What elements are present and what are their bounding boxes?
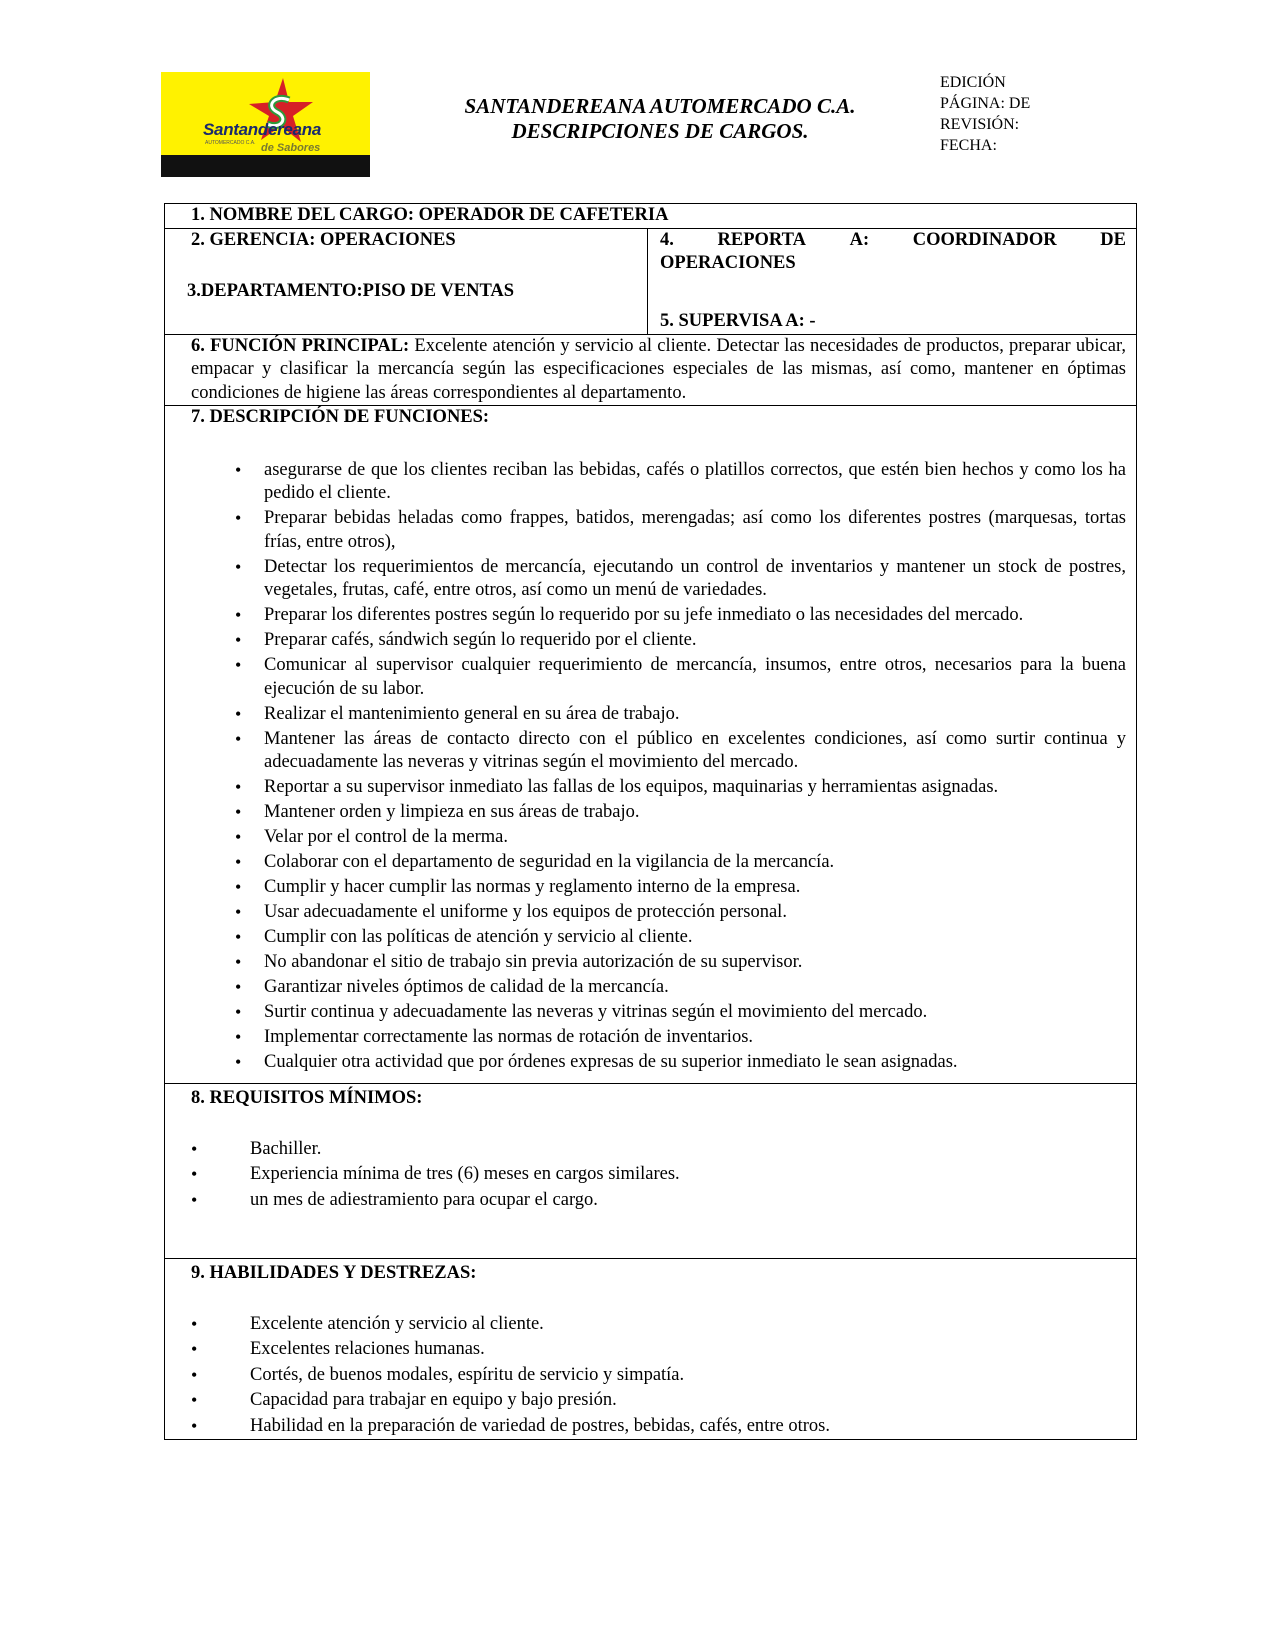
list-item: • Habilidad en la preparación de variedad de postres, bebidas, cafés, entre otros. xyxy=(165,1414,1136,1440)
list-item: • Colaborar con el departamento de seguridad en la vigilancia de la mercancía. xyxy=(165,851,1136,875)
list-item: • un mes de adiestramiento para ocupar el cargo. xyxy=(165,1188,1136,1214)
list-item: • Realizar el mantenimiento general en su área de trabajo. xyxy=(165,703,1136,727)
org-info-row xyxy=(165,228,1136,334)
funcion-principal-label: 6. FUNCIÓN PRINCIPAL: xyxy=(191,335,410,356)
nombre-cargo: 1. NOMBRE DEL CARGO: OPERADOR DE CAFETERIA xyxy=(191,205,669,225)
funcion-principal xyxy=(165,334,1136,406)
list-item: • Cumplir y hacer cumplir las normas y reglamento interno de la empresa. xyxy=(165,876,1136,900)
list-item: • Implementar correctamente las normas de rotación de inventarios. xyxy=(165,1026,1136,1050)
org-right-cell xyxy=(648,229,1136,334)
list-item: • Bachiller. xyxy=(165,1137,1136,1163)
list-item: • Preparar cafés, sándwich según lo requerido por el cliente. xyxy=(165,629,1136,653)
reporta-a-line2: OPERACIONES xyxy=(660,253,796,273)
reporta-part: REPORTA xyxy=(717,229,806,250)
departamento: 3.DEPARTAMENTO:PISO DE VENTAS xyxy=(187,280,515,301)
supervisa-a: 5. SUPERVISA A: - xyxy=(660,310,816,331)
requisitos-list xyxy=(165,1137,1136,1214)
habilidades-title: 9. HABILIDADES Y DESTREZAS: xyxy=(191,1263,477,1283)
requisitos-section xyxy=(165,1083,1136,1258)
document-meta xyxy=(940,72,1030,156)
reporta-part: DE xyxy=(1100,229,1126,250)
list-item: • Mantener las áreas de contacto directo con el público en excelentes condiciones, así como surtir continua y adecuadamente las neveras y vitrinas según el movimiento del mercado. xyxy=(165,728,1136,775)
list-item: • Preparar bebidas heladas como frappes, batidos, merengadas; así como los diferentes postres (marquesas, tortas frías, entre otros), xyxy=(165,507,1136,554)
list-item: • Reportar a su supervisor inmediato las fallas de los equipos, maquinarias y herramientas asignadas. xyxy=(165,776,1136,800)
meta-edicion: EDICIÓN xyxy=(940,74,1006,91)
meta-pagina: PÁGINA: DE xyxy=(940,95,1031,112)
list-item: • Excelente atención y servicio al cliente. xyxy=(165,1312,1136,1338)
requisitos-title: 8. REQUISITOS MÍNIMOS: xyxy=(191,1088,423,1108)
gerencia: 2. GERENCIA: OPERACIONES xyxy=(191,229,456,250)
list-item: • Cortés, de buenos modales, espíritu de servicio y simpatía. xyxy=(165,1363,1136,1389)
reporta-part: A: xyxy=(849,229,870,250)
list-item: • Surtir continua y adecuadamente las neveras y vitrinas según el movimiento del mercado. xyxy=(165,1001,1136,1025)
logo-sub-text: AUTOMERCADO C.A. xyxy=(205,140,256,146)
list-item: • Capacidad para trabajar en equipo y bajo presión. xyxy=(165,1388,1136,1414)
list-item: • asegurarse de que los clientes reciban las bebidas, cafés o platillos correctos, que estén bien hechos y como los ha pedido el cliente. xyxy=(165,459,1136,506)
list-item: • Detectar los requerimientos de mercancía, ejecutando un control de inventarios y mantener un stock de postres, vegetales, frutas, café, entre otros, así como un menú de variedades. xyxy=(165,556,1136,603)
funcion-principal-text: Excelente atención y servicio al cliente. Detectar las necesidades de productos, preparar ubicar, empacar y clasificar la mercancía según las especificaciones especiales de las mismas, así como, mantener en óptimas condiciones de higiene las áreas correspondientes al departamento. xyxy=(191,335,1126,403)
org-left-cell xyxy=(165,229,648,334)
descripcion-funciones-section xyxy=(165,405,1136,1083)
list-item: • Garantizar niveles óptimos de calidad de la mercancía. xyxy=(165,976,1136,1000)
reporta-a xyxy=(660,229,1126,253)
logo-band xyxy=(161,155,370,177)
reporta-part: 4. xyxy=(660,229,674,250)
meta-fecha: FECHA: xyxy=(940,137,997,154)
list-item: • Experiencia mínima de tres (6) meses en cargos similares. xyxy=(165,1162,1136,1188)
list-item: • Velar por el control de la merma. xyxy=(165,826,1136,850)
reporta-part: COORDINADOR xyxy=(912,229,1057,250)
descripcion-funciones-title: 7. DESCRIPCIÓN DE FUNCIONES: xyxy=(191,407,490,427)
list-item: • Comunicar al supervisor cualquier requerimiento de mercancía, insumos, entre otros, necesarios para la buena ejecución de su labor. xyxy=(165,654,1136,701)
list-item: • Excelentes relaciones humanas. xyxy=(165,1337,1136,1363)
habilidades-section xyxy=(165,1258,1136,1439)
list-item: • No abandonar el sitio de trabajo sin previa autorización de su supervisor. xyxy=(165,951,1136,975)
list-item: • Cumplir con las políticas de atención y servicio al cliente. xyxy=(165,926,1136,950)
company-name: SANTANDEREANA AUTOMERCADO C.A. xyxy=(464,94,856,118)
list-item: • Preparar los diferentes postres según lo requerido por su jefe inmediato o las necesidades del mercado. xyxy=(165,604,1136,628)
list-item: • Usar adecuadamente el uniforme y los equipos de protección personal. xyxy=(165,901,1136,925)
list-item: • Cualquier otra actividad que por órdenes expresas de su superior inmediato le sean asignadas. xyxy=(165,1051,1136,1075)
list-item: • Mantener orden y limpieza en sus áreas de trabajo. xyxy=(165,801,1136,825)
habilidades-list xyxy=(165,1312,1136,1440)
funciones-list xyxy=(165,459,1136,1075)
meta-revision: REVISIÓN: xyxy=(940,116,1020,133)
logo-brand-text: Santandereana xyxy=(203,120,321,139)
document-title-block xyxy=(400,94,920,144)
company-logo xyxy=(161,72,370,177)
job-description-form xyxy=(164,203,1137,1440)
document-title: DESCRIPCIONES DE CARGOS. xyxy=(511,119,809,143)
logo-script-text: de Sabores xyxy=(261,142,321,154)
